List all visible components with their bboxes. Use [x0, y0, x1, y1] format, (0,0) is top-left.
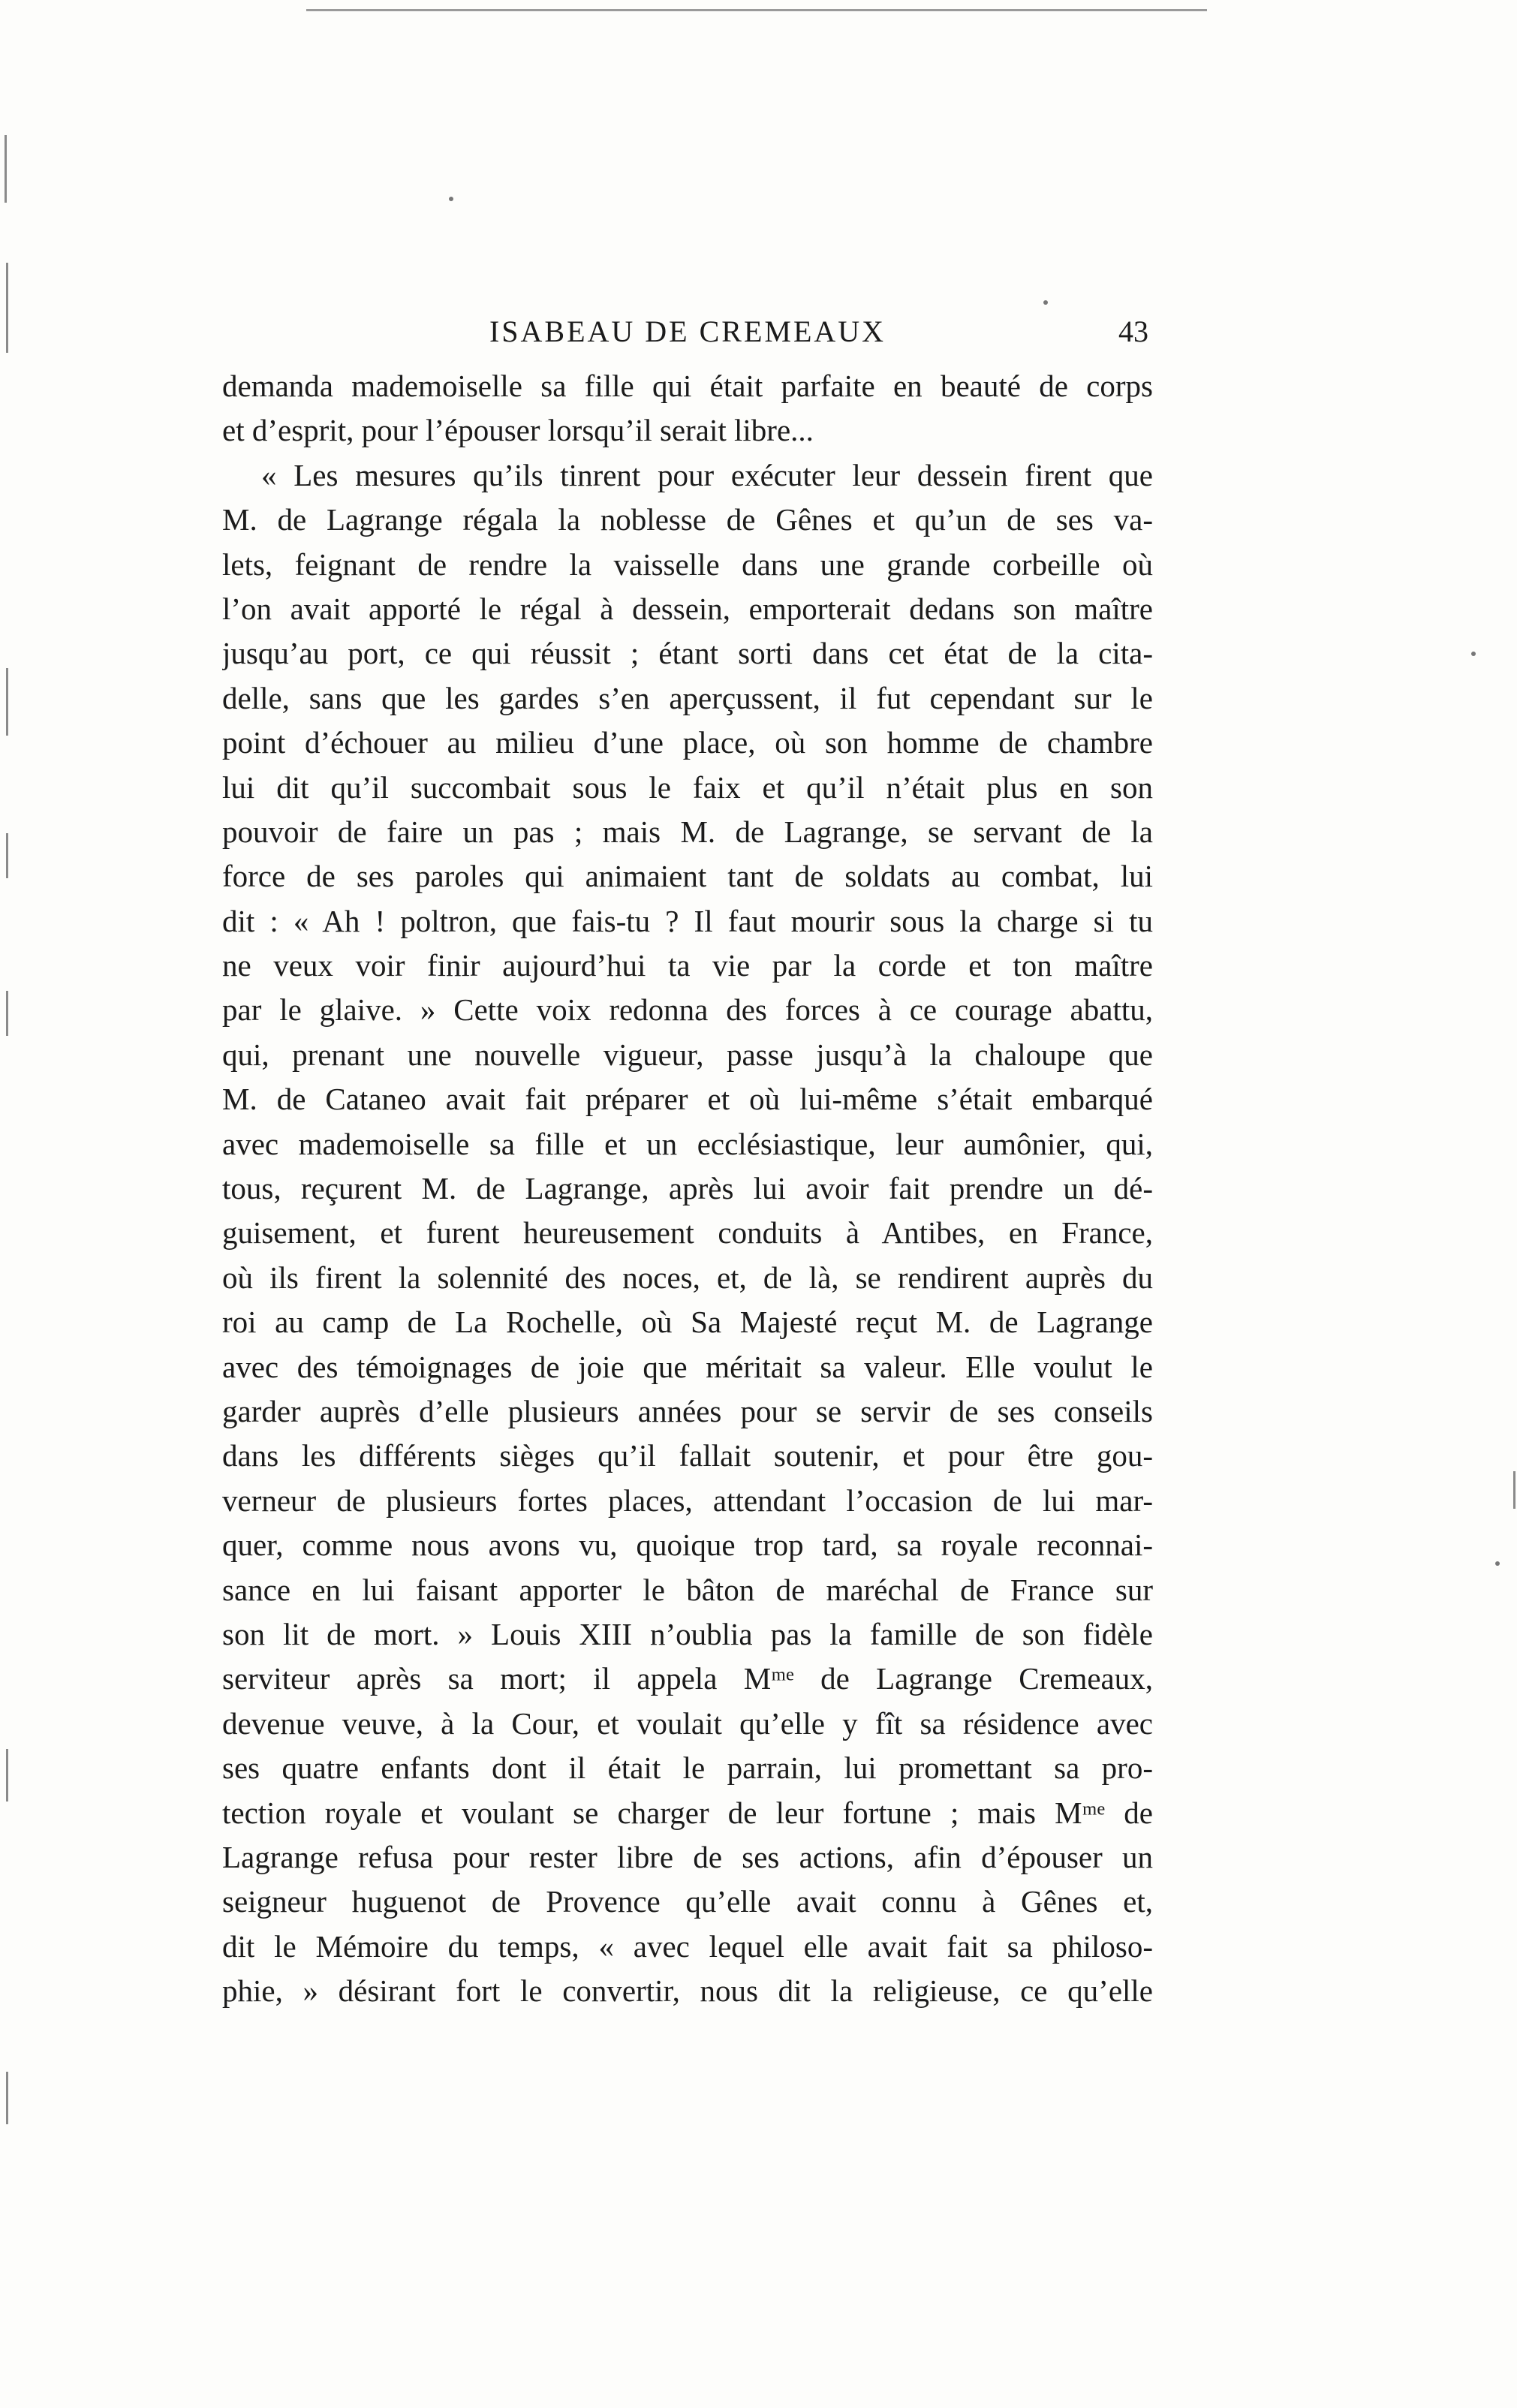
text-line: dit : « Ah ! poltron, que fais-tu ? Il faut mourir sous la charge si tu	[222, 903, 1153, 938]
text-line: seigneur huguenot de Provence qu’elle avait connu à Gênes et,	[222, 1884, 1153, 1919]
text-line: dit le Mémoire du temps, « avec lequel elle avait fait sa philoso-	[222, 1928, 1153, 1964]
text-line: par le glaive. » Cette voix redonna des forces à ce courage abattu,	[222, 992, 1153, 1028]
text-line: lui dit qu’il succombait sous le faix et qu’il n’était plus en son	[222, 769, 1153, 805]
text-line: quer, comme nous avons vu, quoique trop tard, sa royale reconnai-	[222, 1528, 1153, 1563]
text-line: sance en lui faisant apporter le bâton de maréchal de France sur	[222, 1572, 1153, 1607]
text-line: M. de Cataneo avait fait préparer et où lui-même s’était embarqué	[222, 1082, 1153, 1117]
scan-speck	[1495, 1561, 1500, 1566]
scan-speck	[449, 197, 453, 201]
text-line: « Les mesures qu’ils tinrent pour exécuter leur dessein firent que	[261, 457, 1153, 492]
page-header	[222, 300, 1153, 360]
scan-margin-mark	[6, 991, 8, 1036]
top-rule	[306, 9, 1207, 11]
text-line: jusqu’au port, ce qui réussit ; étant sorti dans cet état de la cita-	[222, 636, 1153, 671]
text-line: delle, sans que les gardes s’en aperçussent, il fut cependant sur le	[222, 680, 1153, 715]
text-line: dans les différents sièges qu’il fallait soutenir, et pour être gou-	[222, 1438, 1153, 1473]
text-line: devenue veuve, à la Cour, et voulait qu’elle y fît sa résidence avec	[222, 1705, 1153, 1741]
scan-margin-mark	[6, 263, 8, 353]
page-number: 43	[1118, 315, 1148, 348]
text-line: qui, prenant une nouvelle vigueur, passe jusqu’à la chaloupe que	[222, 1037, 1153, 1072]
scan-speck	[1471, 652, 1476, 656]
text-line: phie, » désirant fort le convertir, nous dit la religieuse, ce qu’elle	[222, 1973, 1153, 2009]
running-head: ISABEAU DE CREMEAUX	[489, 315, 886, 348]
text-line: ses quatre enfants dont il était le parrain, lui promettant sa pro-	[222, 1750, 1153, 1786]
scan-margin-mark	[1513, 1471, 1515, 1509]
text-line: demanda mademoiselle sa fille qui était parfaite en beauté de corps	[222, 369, 1153, 403]
scan-margin-mark	[6, 833, 8, 878]
text-line: ne veux voir finir aujourd’hui ta vie par la corde et ton maître	[222, 948, 1153, 983]
text-line: son lit de mort. » Louis XIII n’oublia pas la famille de son fidèle	[222, 1616, 1153, 1651]
text-line: et d’esprit, pour l’épouser lorsqu’il serait libre...	[222, 413, 814, 448]
text-line: point d’échouer au milieu d’une place, où son homme de chambre	[222, 725, 1153, 760]
text-line: lets, feignant de rendre la vaisselle dans une grande corbeille où	[222, 546, 1153, 582]
text-line: serviteur après sa mort; il appela Mᵐᵉ de Lagrange Cremeaux,	[222, 1661, 1153, 1696]
scan-margin-mark	[6, 2072, 8, 2124]
text-line: avec mademoiselle sa fille et un ecclésiastique, leur aumônier, qui,	[222, 1126, 1153, 1161]
text-line: tection royale et voulant se charger de leur fortune ; mais Mᵐᵉ de	[222, 1795, 1153, 1830]
text-line: pouvoir de faire un pas ; mais M. de Lagrange, se servant de la	[222, 814, 1153, 849]
text-line: Lagrange refusa pour rester libre de ses actions, afin d’épouser un	[222, 1839, 1153, 1874]
text-line: force de ses paroles qui animaient tant de soldats au combat, lui	[222, 859, 1153, 894]
text-line: M. de Lagrange régala la noblesse de Gênes et qu’un de ses va-	[222, 502, 1153, 537]
text-line: avec des témoignages de joie que méritait sa valeur. Elle voulut le	[222, 1349, 1153, 1384]
text-line: l’on avait apporté le régal à dessein, emporterait dedans son maître	[222, 591, 1153, 626]
text-line: guisement, et furent heureusement conduits à Antibes, en France,	[222, 1215, 1153, 1251]
body-text	[222, 364, 1153, 2013]
text-line: où ils firent la solennité des noces, et, de là, se rendirent auprès du	[222, 1260, 1153, 1295]
text-line: verneur de plusieurs fortes places, attendant l’occasion de lui mar-	[222, 1482, 1153, 1518]
text-line: garder auprès d’elle plusieurs années pour se servir de ses conseils	[222, 1393, 1153, 1428]
text-line: roi au camp de La Rochelle, où Sa Majesté reçut M. de Lagrange	[222, 1305, 1153, 1340]
text-line: tous, reçurent M. de Lagrange, après lui avoir fait prendre un dé-	[222, 1171, 1153, 1206]
scan-margin-mark	[6, 1749, 8, 1801]
scan-margin-mark	[6, 668, 8, 736]
scan-margin-mark	[5, 135, 7, 203]
